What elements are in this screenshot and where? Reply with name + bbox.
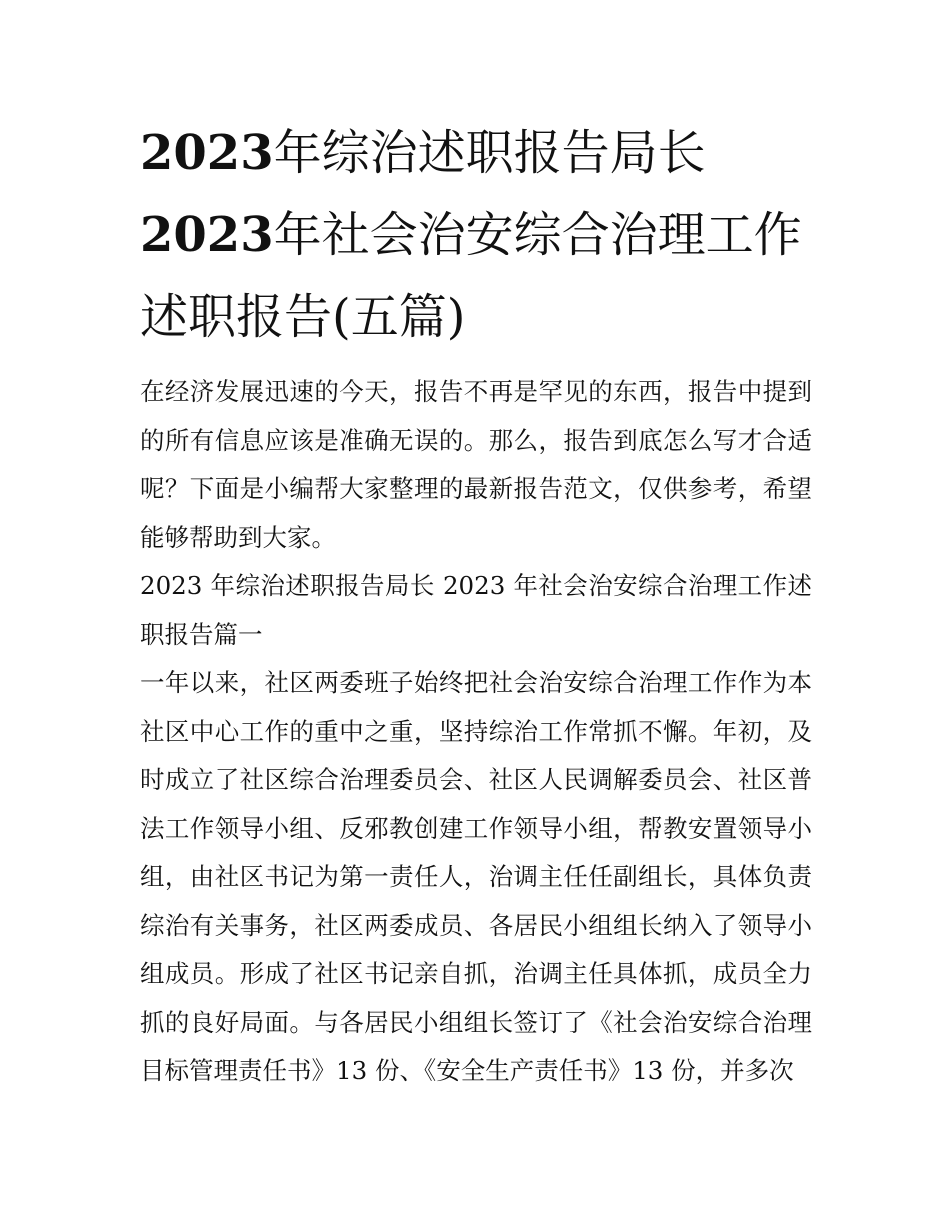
title-year-2: 2023: [140, 207, 274, 263]
title-line-3: 述职报告(五篇): [140, 289, 466, 345]
section-heading: 2023 年综治述职报告局长 2023 年社会治安综合治理工作述职报告篇一: [140, 571, 812, 649]
title-year-1: 2023: [140, 125, 274, 181]
title-text-1: 年综治述职报告局长: [273, 125, 706, 181]
document-title: [140, 112, 812, 358]
document-page: [140, 112, 812, 1096]
title-line-1: [140, 125, 706, 181]
intro-paragraph: 在经济发展迅速的今天，报告不再是罕见的东西，报告中提到的所有信息应该是准确无误的。那么，报告到底怎么写才合适呢？下面是小编帮大家整理的最新报告范文，仅供参考，希望能够帮助到大家。: [140, 377, 812, 552]
title-line-2: [140, 207, 802, 263]
title-text-2: 年社会治安综合治理工作: [273, 207, 802, 263]
body-paragraph: 一年以来，社区两委班子始终把社会治安综合治理工作作为本社区中心工作的重中之重，坚持综治工作常抓不懈。年初，及时成立了社区综合治理委员会、社区人民调解委员会、社区普法工作领导小组、反邪教创建工作领导小组，帮教安置领导小组，由社区书记为第一责任人，治调主任任副组长，具体负责综治有关事务，社区两委成员、各居民小组组长纳入了领导小组成员。形成了社区书记亲自抓，治调主任具体抓，成员全力抓的良好局面。与各居民小组组长签订了《社会治安综合治理目标管理责任书》13 份、《安全生产责任书》13 份，并多次: [140, 668, 812, 1085]
